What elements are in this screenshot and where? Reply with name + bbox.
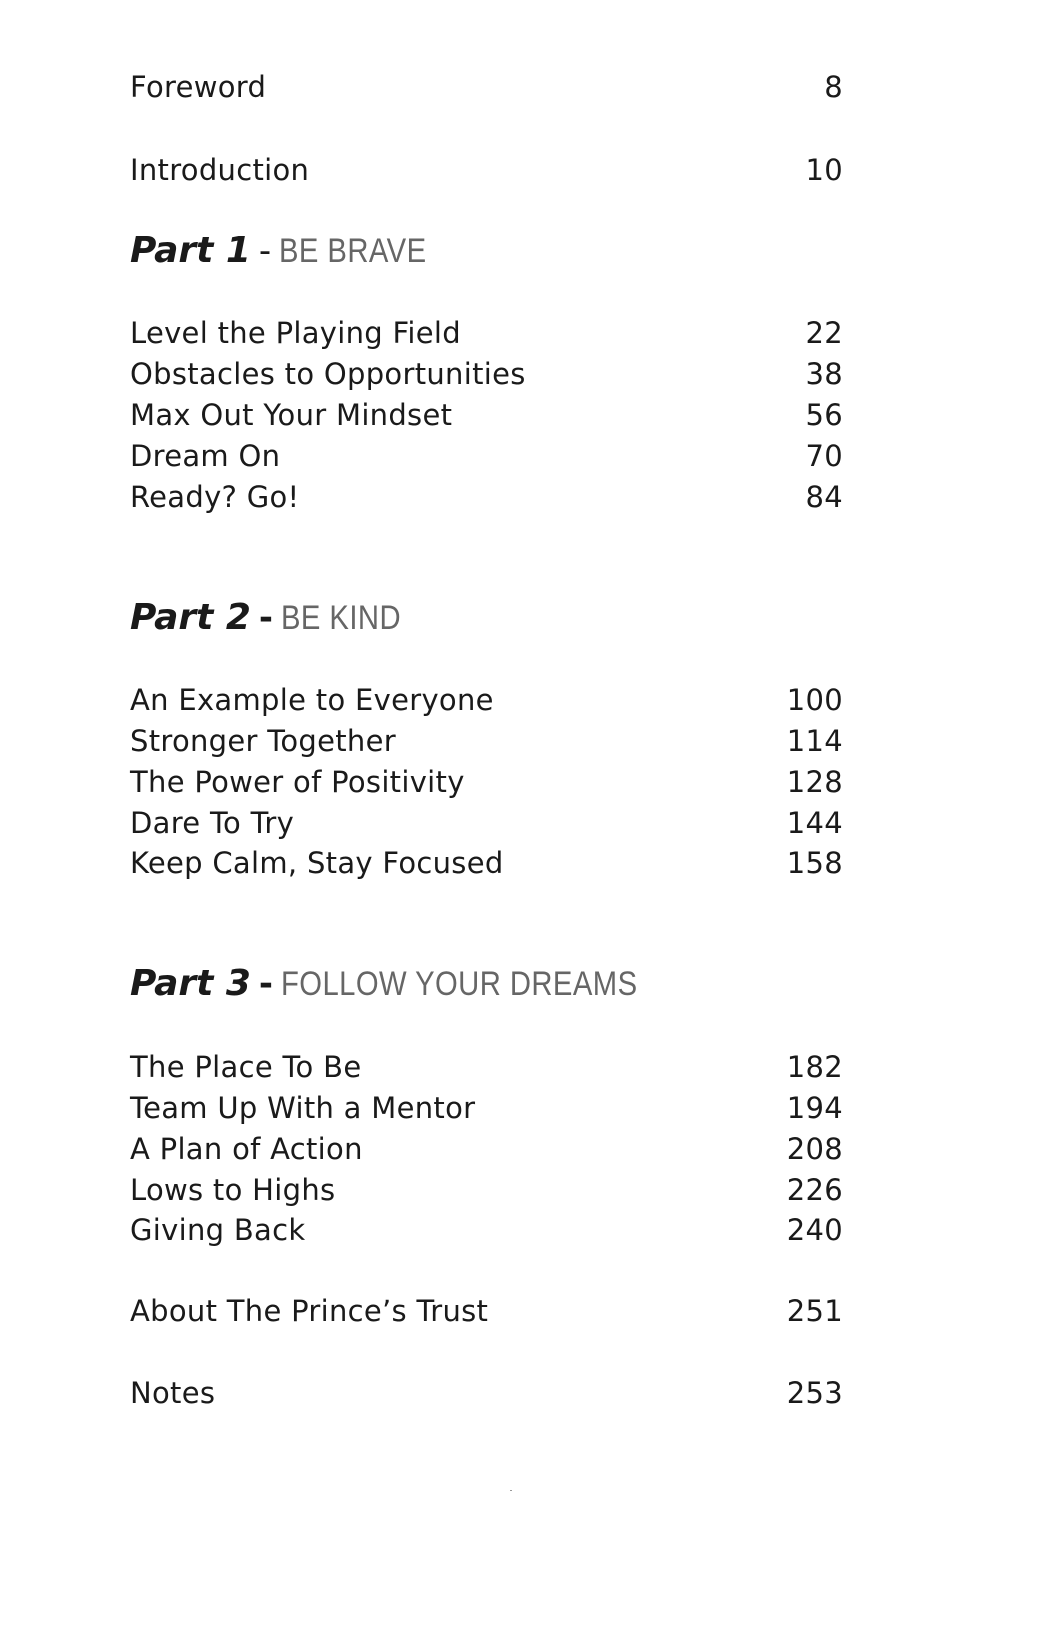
part-separator: - [258, 598, 274, 638]
entry-title: Lows to Highs [130, 1173, 336, 1207]
entry-title: Notes [130, 1376, 216, 1410]
part-separator: - [258, 964, 274, 1004]
toc-entry[interactable] [130, 846, 843, 880]
entry-page-number: 100 [786, 683, 843, 717]
part-label: Part 2 [130, 597, 251, 638]
toc-entry-about[interactable] [130, 1294, 843, 1328]
entry-page-number: 22 [805, 316, 843, 350]
toc-entry[interactable] [130, 398, 843, 432]
part-heading-1 [130, 230, 843, 271]
toc-entry-introduction[interactable] [130, 153, 843, 187]
entry-page-number: 226 [786, 1173, 843, 1207]
part-label: Part 1 [130, 230, 251, 271]
entry-page-number: 84 [805, 480, 843, 514]
entry-title: Ready? Go! [130, 480, 300, 514]
toc-entry[interactable] [130, 1132, 843, 1166]
entry-page-number: 194 [786, 1091, 843, 1125]
entry-title: Foreword [130, 70, 267, 104]
entry-title: Introduction [130, 153, 310, 187]
entry-page-number: 70 [805, 439, 843, 473]
toc-entry[interactable] [130, 806, 843, 840]
entry-title: Team Up With a Mentor [130, 1091, 476, 1125]
entry-page-number: 158 [786, 846, 843, 880]
entry-title: Stronger Together [130, 724, 396, 758]
toc-entry[interactable] [130, 683, 843, 717]
toc-entry[interactable] [130, 1050, 843, 1084]
entry-title: Level the Playing Field [130, 316, 461, 350]
entry-page-number: 208 [786, 1132, 843, 1166]
entry-page-number: 10 [805, 153, 843, 187]
scan-speck [510, 1490, 512, 1491]
toc-entry[interactable] [130, 357, 843, 391]
part-separator: - [258, 231, 272, 271]
toc-entry[interactable] [130, 480, 843, 514]
entry-title: Giving Back [130, 1213, 306, 1247]
entry-title: A Plan of Action [130, 1132, 363, 1166]
entry-title: About The Prince’s Trust [130, 1294, 489, 1328]
part-heading-2 [130, 597, 843, 638]
entry-title: Obstacles to Opportunities [130, 357, 526, 391]
entry-title: Keep Calm, Stay Focused [130, 846, 504, 880]
entry-page-number: 251 [786, 1294, 843, 1328]
toc-entry-foreword[interactable] [130, 70, 843, 104]
entry-title: An Example to Everyone [130, 683, 494, 717]
toc-entry-notes[interactable] [130, 1376, 843, 1410]
entry-page-number: 128 [786, 765, 843, 799]
entry-page-number: 56 [805, 398, 843, 432]
toc-entry[interactable] [130, 439, 843, 473]
toc-entry[interactable] [130, 1213, 843, 1247]
part-name: BE BRAVE [279, 232, 427, 270]
entry-page-number: 8 [824, 70, 843, 104]
entry-page-number: 253 [786, 1376, 843, 1410]
entry-page-number: 240 [786, 1213, 843, 1247]
entry-page-number: 144 [786, 806, 843, 840]
toc-entry[interactable] [130, 724, 843, 758]
part-label: Part 3 [130, 963, 251, 1004]
toc-entry[interactable] [130, 1173, 843, 1207]
entry-title: Dream On [130, 439, 281, 473]
entry-title: Dare To Try [130, 806, 295, 840]
toc-entry[interactable] [130, 765, 843, 799]
part-name: BE KIND [281, 599, 402, 637]
entry-page-number: 38 [805, 357, 843, 391]
entry-title: The Place To Be [130, 1050, 362, 1084]
entry-page-number: 182 [786, 1050, 843, 1084]
part-heading-3 [130, 963, 843, 1004]
entry-title: The Power of Positivity [130, 765, 465, 799]
part-name: FOLLOW YOUR DREAMS [281, 965, 638, 1003]
entry-title: Max Out Your Mindset [130, 398, 453, 432]
toc-entry[interactable] [130, 1091, 843, 1125]
entry-page-number: 114 [786, 724, 843, 758]
toc-entry[interactable] [130, 316, 843, 350]
